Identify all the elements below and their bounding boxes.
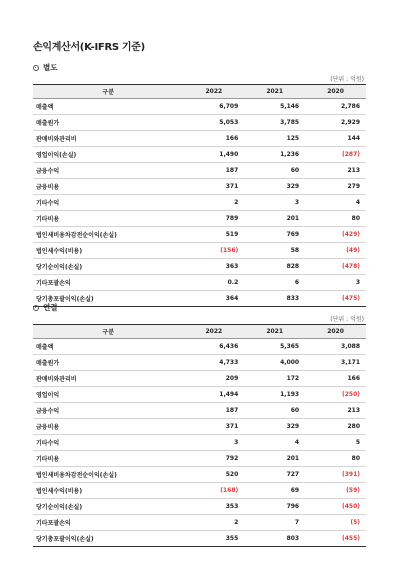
table-row [33,483,366,499]
table-row [33,467,366,483]
table-row [33,291,366,307]
table-row [33,451,366,467]
row-label: 매출액 [33,339,183,355]
cell-value: 187 [183,163,244,179]
unit-label: (단위 : 억원) [330,316,364,323]
row-label: 판매비와관리비 [33,131,183,147]
row-label: 당기순이익(손실) [33,259,183,275]
cell-value: 4,000 [244,355,305,371]
cell-value: 363 [183,259,244,275]
row-label: 판매비와관리비 [33,371,183,387]
table-row [33,243,366,259]
cell-value: (429) [305,227,366,243]
cell-value: (475) [305,291,366,307]
column-header-category: 구분 [33,85,183,99]
cell-value: 828 [244,259,305,275]
row-label: 당기순이익(손실) [33,499,183,515]
cell-value: (391) [305,467,366,483]
cell-value: (156) [183,243,244,259]
cell-value: 329 [244,179,305,195]
cell-value: (49) [305,243,366,259]
table-row [33,147,366,163]
cell-value: 329 [244,419,305,435]
row-label: 금융비용 [33,419,183,435]
cell-value: 833 [244,291,305,307]
cell-value: 80 [305,451,366,467]
row-label: 기타포괄손익 [33,275,183,291]
cell-value: 201 [244,451,305,467]
table-row [33,371,366,387]
unit-label: (단위 : 억원) [330,76,364,83]
cell-value: (59) [305,483,366,499]
column-header-year: 2021 [244,325,305,339]
cell-value: (455) [305,531,366,547]
table-row [33,227,366,243]
table-row [33,435,366,451]
cell-value: 201 [244,211,305,227]
cell-value: 792 [183,451,244,467]
table-row [33,387,366,403]
cell-value: 166 [183,131,244,147]
column-header-year: 2020 [305,85,366,99]
cell-value: 3 [305,275,366,291]
cell-value: 187 [183,403,244,419]
table-row [33,99,366,115]
row-label: 기타비용 [33,451,183,467]
row-label: 법인세수익(비용) [33,243,183,259]
cell-value: 6,709 [183,99,244,115]
cell-value: 2 [183,195,244,211]
cell-value: 364 [183,291,244,307]
section-heading-consolidated [33,302,58,313]
column-header-year: 2022 [183,325,244,339]
cell-value: 769 [244,227,305,243]
row-label: 매출원가 [33,115,183,131]
cell-value: (250) [305,387,366,403]
table-row [33,531,366,547]
cell-value: 60 [244,163,305,179]
cell-value: 803 [244,531,305,547]
section-heading-label: 별도 [43,63,58,72]
cell-value: 371 [183,419,244,435]
column-header-year: 2020 [305,325,366,339]
cell-value: 1,236 [244,147,305,163]
cell-value: 4 [305,195,366,211]
cell-value: 213 [305,403,366,419]
row-label: 법인세수익(비용) [33,483,183,499]
cell-value: 5,146 [244,99,305,115]
cell-value: 519 [183,227,244,243]
row-label: 당기총포괄이익(손실) [33,291,183,307]
cell-value: 69 [244,483,305,499]
column-header-year: 2021 [244,85,305,99]
cell-value: (5) [305,515,366,531]
row-label: 매출액 [33,99,183,115]
table-header-row [33,325,366,339]
row-label: 금융수익 [33,163,183,179]
cell-value: 3,785 [244,115,305,131]
circle-bullet-icon [33,305,39,311]
cell-value: 3,171 [305,355,366,371]
row-label: 기타포괄손익 [33,515,183,531]
cell-value: 5 [305,435,366,451]
cell-value: 0.2 [183,275,244,291]
cell-value: (450) [305,499,366,515]
table-row [33,259,366,275]
cell-value: 58 [244,243,305,259]
table-row [33,515,366,531]
table-row [33,131,366,147]
cell-value: 125 [244,131,305,147]
cell-value: 1,494 [183,387,244,403]
cell-value: (478) [305,259,366,275]
cell-value: 5,365 [244,339,305,355]
income-statement-table-consolidated [33,324,366,547]
cell-value: 60 [244,403,305,419]
cell-value: 3,088 [305,339,366,355]
cell-value: 2,929 [305,115,366,131]
cell-value: 213 [305,163,366,179]
table-row [33,339,366,355]
cell-value: 3 [244,195,305,211]
cell-value: 166 [305,371,366,387]
row-label: 기타수익 [33,195,183,211]
row-label: 금융수익 [33,403,183,419]
cell-value: 4 [244,435,305,451]
table-row [33,403,366,419]
cell-value: 355 [183,531,244,547]
table-row [33,355,366,371]
table-row [33,163,366,179]
cell-value: 789 [183,211,244,227]
section-heading-label: 연결 [43,303,58,312]
row-label: 법인세비용차감전순이익(손실) [33,467,183,483]
cell-value: 727 [244,467,305,483]
income-statement-table-separate [33,84,366,307]
cell-value: 2 [183,515,244,531]
cell-value: 6,436 [183,339,244,355]
row-label: 법인세비용차감전순이익(손실) [33,227,183,243]
cell-value: 371 [183,179,244,195]
row-label: 금융비용 [33,179,183,195]
row-label: 영업이익(손실) [33,147,183,163]
row-label: 기타비용 [33,211,183,227]
table-row [33,499,366,515]
column-header-year: 2022 [183,85,244,99]
table-row [33,211,366,227]
row-label: 영업이익 [33,387,183,403]
cell-value: 279 [305,179,366,195]
section-heading-separate [33,62,58,73]
row-label: 기타수익 [33,435,183,451]
circle-bullet-icon [33,65,39,71]
row-label: 매출원가 [33,355,183,371]
cell-value: 280 [305,419,366,435]
cell-value: 7 [244,515,305,531]
cell-value: 144 [305,131,366,147]
row-label: 당기총포괄이익(손실) [33,531,183,547]
cell-value: 5,053 [183,115,244,131]
table-row [33,419,366,435]
cell-value: 4,733 [183,355,244,371]
cell-value: 2,786 [305,99,366,115]
table-row [33,115,366,131]
table-row [33,179,366,195]
cell-value: 80 [305,211,366,227]
cell-value: 172 [244,371,305,387]
table-row [33,195,366,211]
table-header-row [33,85,366,99]
table-row [33,275,366,291]
cell-value: 1,490 [183,147,244,163]
page-title: 손익계산서(K-IFRS 기준) [33,42,145,53]
cell-value: (287) [305,147,366,163]
cell-value: 6 [244,275,305,291]
cell-value: 1,193 [244,387,305,403]
cell-value: 209 [183,371,244,387]
cell-value: 3 [183,435,244,451]
cell-value: 796 [244,499,305,515]
cell-value: (168) [183,483,244,499]
cell-value: 353 [183,499,244,515]
column-header-category: 구분 [33,325,183,339]
cell-value: 520 [183,467,244,483]
